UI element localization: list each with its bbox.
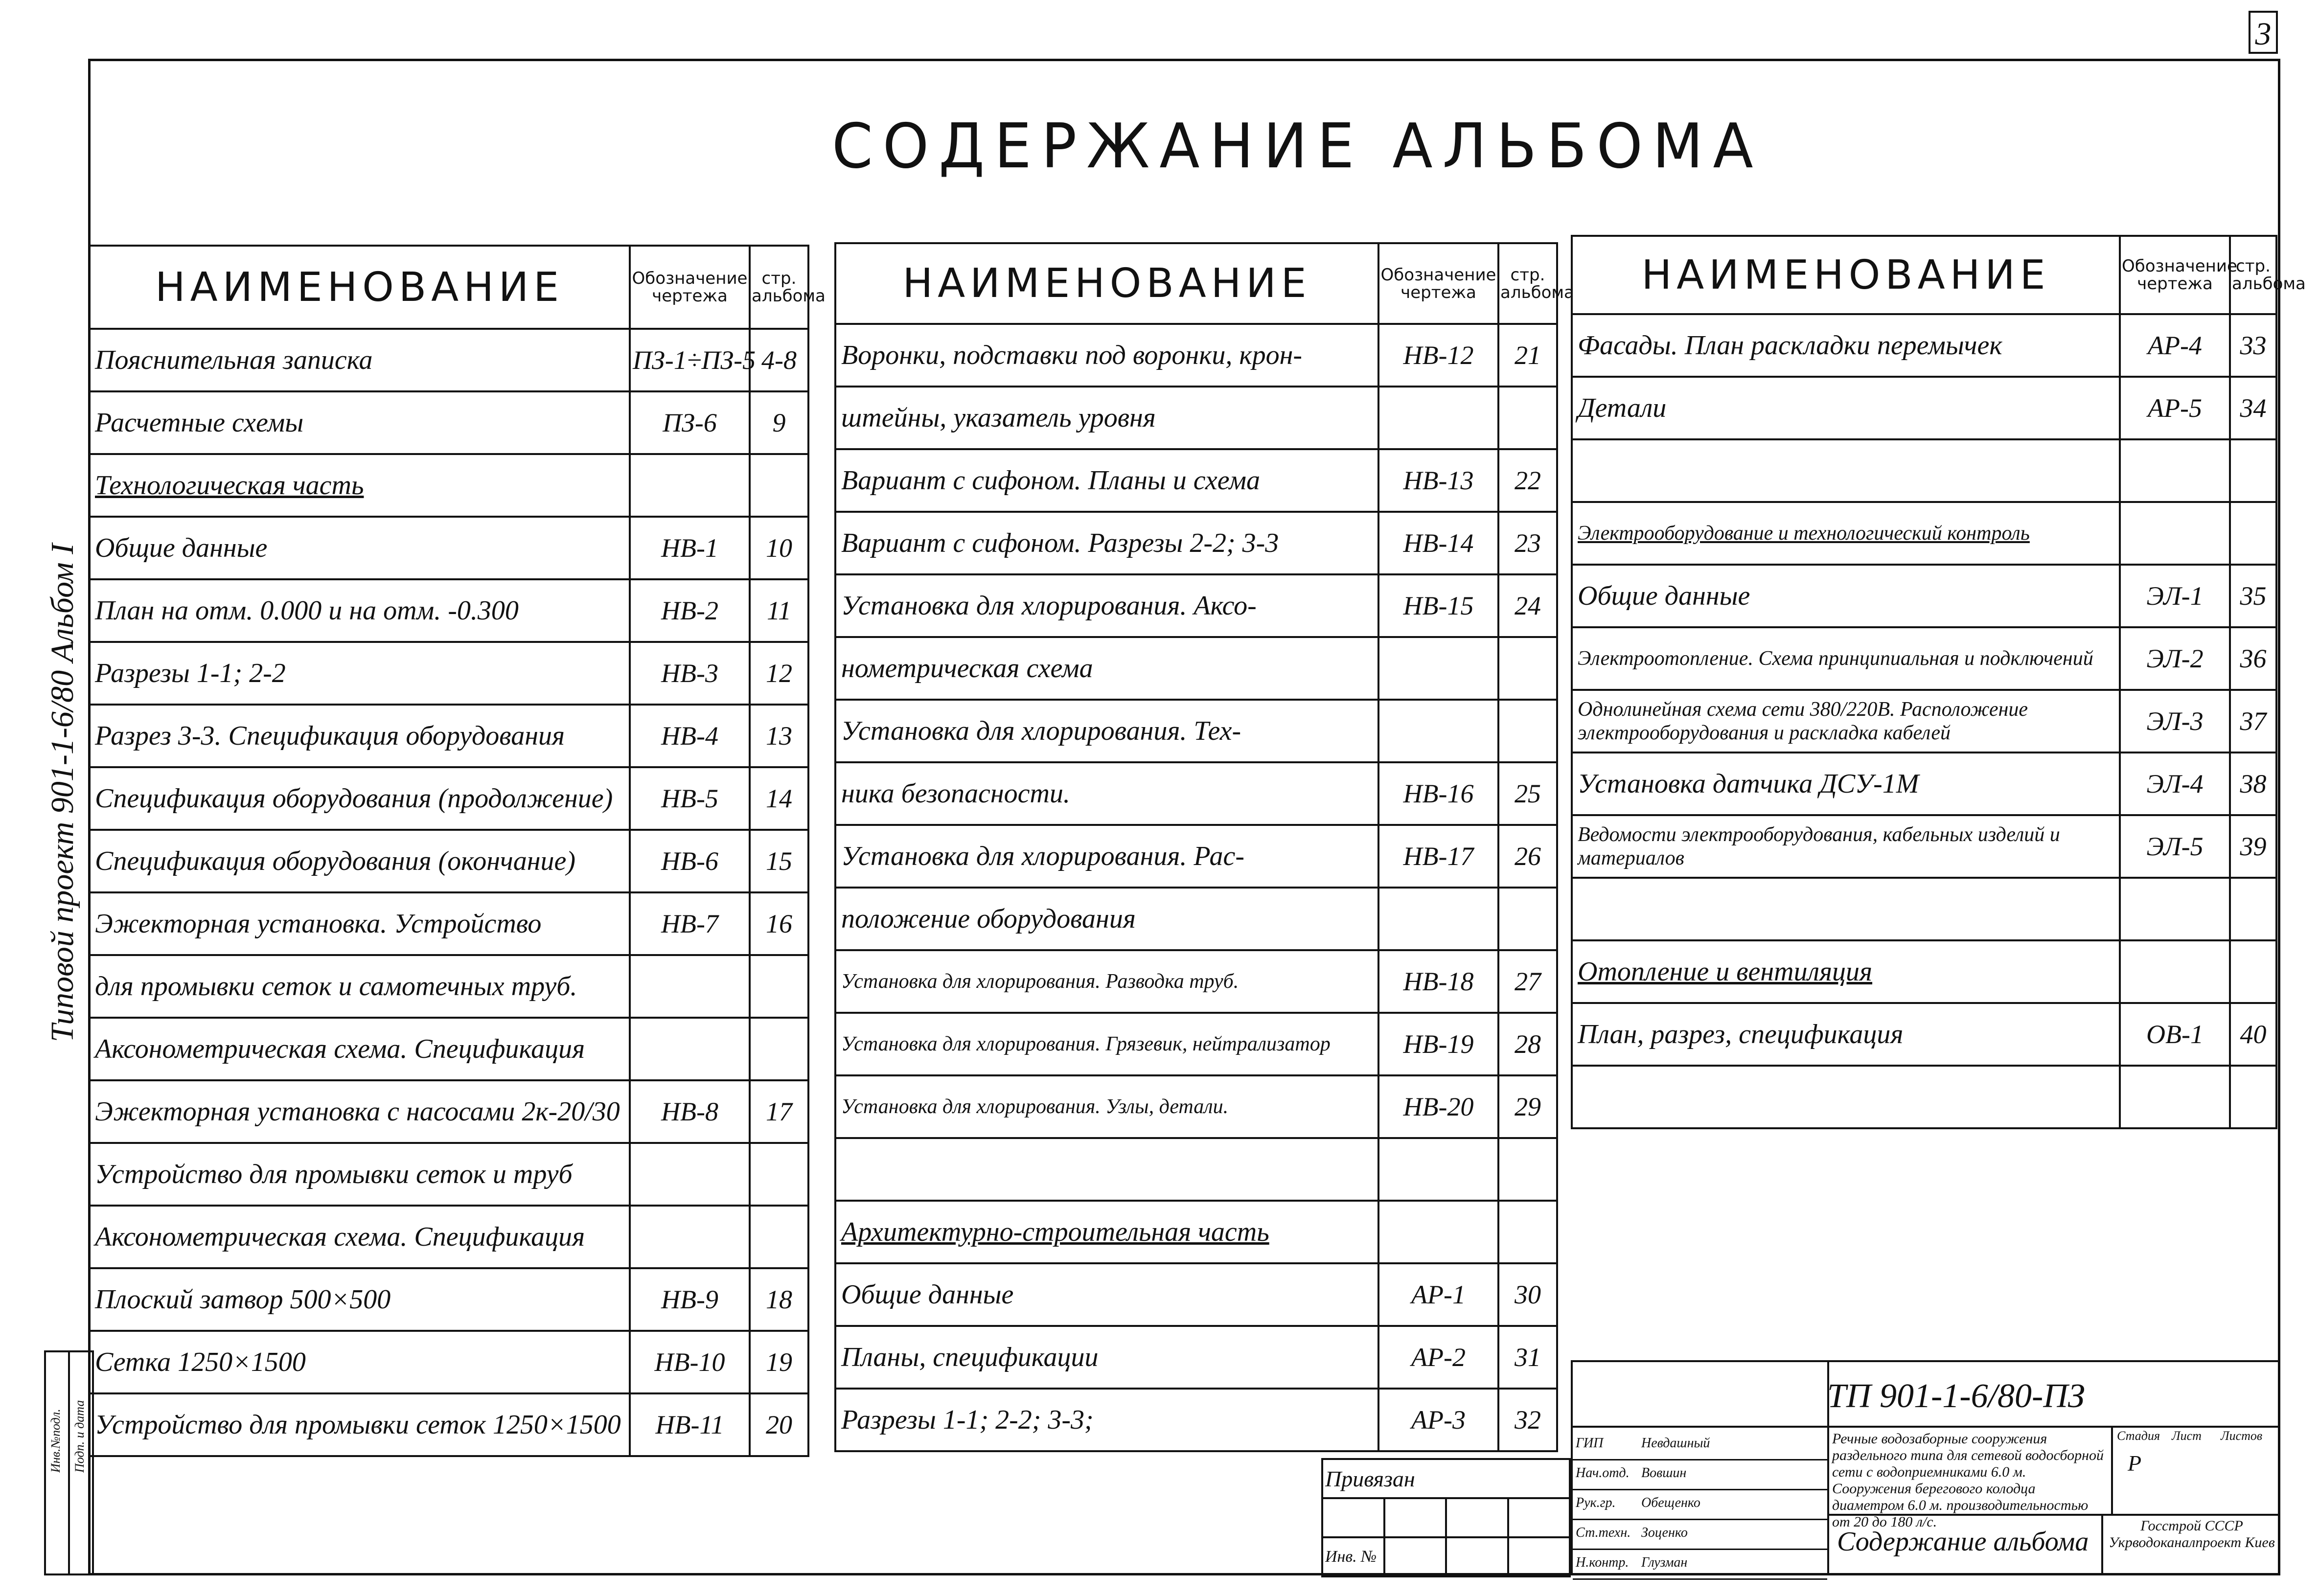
row-designation: НВ-13: [1378, 449, 1498, 512]
row-name: ника безопасности.: [835, 762, 1378, 825]
signature-role: Нач.отд.: [1576, 1465, 1630, 1481]
header-name: НАИМЕНОВАНИЕ: [1572, 236, 2120, 314]
row-name: Плоский затвор 500×500: [89, 1268, 630, 1331]
row-designation: НВ-17: [1378, 825, 1498, 888]
signature-name: Невдашный: [1641, 1436, 1710, 1451]
section-heading: Технологическая часть: [89, 454, 630, 517]
row-name: Воронки, подставки под воронки, крон-: [835, 324, 1378, 387]
row-designation: [2120, 878, 2230, 940]
row-name: Общие данные: [835, 1263, 1378, 1326]
contents-table-2: [834, 242, 1574, 1452]
row-designation: [2120, 940, 2230, 1003]
signature-role: ГИП: [1576, 1436, 1604, 1451]
inv-label: Инв. №: [1322, 1537, 1384, 1576]
row-name: Разрез 3-3. Спецификация оборудования: [89, 705, 630, 767]
row-designation: НВ-20: [1378, 1075, 1498, 1138]
table-row: [1572, 940, 2276, 1003]
header-page: стр. альбома: [1498, 243, 1557, 324]
row-page: 38: [2230, 752, 2276, 815]
row-name: Устройство для промывки сеток и труб: [89, 1143, 630, 1206]
row-designation: АР-2: [1378, 1326, 1498, 1389]
sheet-number: 3: [2249, 11, 2278, 54]
row-page: [1498, 1201, 1557, 1263]
row-page: 13: [750, 705, 808, 767]
row-designation: АР-1: [1378, 1263, 1498, 1326]
row-page: 22: [1498, 449, 1557, 512]
row-designation: НВ-7: [630, 892, 750, 955]
row-designation: [630, 1018, 750, 1080]
row-page: 24: [1498, 574, 1557, 637]
row-name: Общие данные: [1572, 565, 2120, 627]
row-name: Сетка 1250×1500: [89, 1331, 630, 1393]
row-name: Установка для хлорирования. Тех-: [835, 700, 1378, 762]
row-page: 30: [1498, 1263, 1557, 1326]
row-name: Ведомости электрооборудования, кабельных изделий и материалов: [1572, 815, 2120, 878]
table-row: [1572, 752, 2276, 815]
table-row: [835, 324, 1557, 387]
row-name: Спецификация оборудования (окончание): [89, 830, 630, 892]
row-page: [750, 1018, 808, 1080]
row-designation: [1378, 700, 1498, 762]
contents-table-1: [88, 245, 826, 1457]
row-page: 27: [1498, 950, 1557, 1013]
table-row: [89, 1268, 808, 1331]
header-designation: Обозначение чертежа: [2120, 236, 2230, 314]
signature-name: Обещенко: [1641, 1495, 1700, 1510]
table-row: [1572, 627, 2276, 690]
header-page: стр. альбома: [750, 246, 808, 329]
row-name: Однолинейная схема сети 380/220В. Расположение электрооборудования и раскладка кабелей: [1572, 690, 2120, 752]
header-name: НАИМЕНОВАНИЕ: [89, 246, 630, 329]
row-designation: НВ-5: [630, 767, 750, 830]
table-row: [835, 1389, 1557, 1451]
row-name: Разрезы 1-1; 2-2: [89, 642, 630, 705]
sheet-label: Лист: [2172, 1429, 2202, 1443]
section-heading: Электрооборудование и технологический контроль: [1572, 502, 2120, 565]
table-row: [89, 642, 808, 705]
table-row: [1572, 815, 2276, 878]
signature-role: Н.контр.: [1576, 1555, 1629, 1570]
row-designation: АР-5: [2120, 377, 2230, 439]
row-name: План на отм. 0.000 и на отм. -0.300: [89, 579, 630, 642]
table-row: [835, 1013, 1557, 1075]
row-designation: [1378, 1201, 1498, 1263]
table-row: [835, 1138, 1557, 1201]
row-page: [750, 955, 808, 1018]
row-designation: ПЗ-6: [630, 391, 750, 454]
table-row: [89, 391, 808, 454]
stage-value: Р: [2128, 1451, 2142, 1476]
row-designation: НВ-14: [1378, 512, 1498, 574]
row-name: для промывки сеток и самотечных труб.: [89, 955, 630, 1018]
row-designation: [1378, 387, 1498, 449]
table-row: [835, 825, 1557, 888]
signature-row: [1573, 1520, 1827, 1550]
table-row: [835, 1075, 1557, 1138]
row-designation: НВ-10: [630, 1331, 750, 1393]
sidebar-text: Типовой проект 901-1-6/80 Альбом I: [45, 543, 80, 1042]
table-row: [835, 1326, 1557, 1389]
row-page: 37: [2230, 690, 2276, 752]
row-designation: [630, 955, 750, 1018]
row-name: Эжекторная установка. Устройство: [89, 892, 630, 955]
row-page: 28: [1498, 1013, 1557, 1075]
row-page: 20: [750, 1393, 808, 1456]
row-page: [1498, 888, 1557, 950]
row-page: [1498, 637, 1557, 700]
table-row: [835, 950, 1557, 1013]
table-row: [89, 454, 808, 517]
row-designation: ЭЛ-2: [2120, 627, 2230, 690]
row-page: [1498, 1138, 1557, 1201]
stage-label: Стадия: [2117, 1429, 2160, 1443]
table-row: [89, 1206, 808, 1268]
row-name: Устройство для промывки сеток 1250×1500: [89, 1393, 630, 1456]
table-row: [89, 955, 808, 1018]
page-title: СОДЕРЖАНИЕ АЛЬБОМА: [832, 111, 1763, 182]
table-row: [89, 705, 808, 767]
row-name: Планы, спецификации: [835, 1326, 1378, 1389]
row-page: 14: [750, 767, 808, 830]
table-row: [1572, 1066, 2276, 1128]
table-row: [835, 449, 1557, 512]
row-name: Установка датчика ДСУ-1М: [1572, 752, 2120, 815]
row-page: 12: [750, 642, 808, 705]
row-name: [835, 1138, 1378, 1201]
row-name: Разрезы 1-1; 2-2; 3-3;: [835, 1389, 1378, 1451]
table-row: [835, 574, 1557, 637]
header-designation: Обозначение чертежа: [630, 246, 750, 329]
row-page: [1498, 700, 1557, 762]
title-block-rule-2: [1827, 1514, 2278, 1516]
project-description: Речные водозаборные сооружения раздельного типа для сетевой водосборной сети с водоприемниками 6.0 м. Сооружения берегового колодца диаметром 6.0 м. производительностью от 20 до 180 л/с.: [1832, 1431, 2104, 1530]
row-designation: НВ-6: [630, 830, 750, 892]
row-name: нометрическая схема: [835, 637, 1378, 700]
row-name: Установка для хлорирования. Грязевик, нейтрализатор: [835, 1013, 1378, 1075]
section-heading: Отопление и вентиляция: [1572, 940, 2120, 1003]
row-page: 39: [2230, 815, 2276, 878]
row-name: Эжекторная установка с насосами 2к-20/30: [89, 1080, 630, 1143]
title-block: [1571, 1360, 2280, 1575]
row-page: [2230, 878, 2276, 940]
row-page: [2230, 1066, 2276, 1128]
row-name: штейны, указатель уровня: [835, 387, 1378, 449]
row-designation: [2120, 1066, 2230, 1128]
table-row: [89, 1018, 808, 1080]
organization: Госстрой СССР Укрводоканалпроект Киев: [2109, 1518, 2275, 1550]
row-designation: НВ-8: [630, 1080, 750, 1143]
row-page: [2230, 940, 2276, 1003]
title-block-divider: [2101, 1514, 2103, 1573]
row-designation: [1378, 637, 1498, 700]
table-row: [89, 830, 808, 892]
row-designation: НВ-9: [630, 1268, 750, 1331]
row-designation: [630, 454, 750, 517]
row-designation: ОВ-1: [2120, 1003, 2230, 1066]
table-row: [1572, 878, 2276, 940]
row-page: 15: [750, 830, 808, 892]
table-row: [835, 888, 1557, 950]
binding-label: Привязан: [1322, 1459, 1570, 1498]
row-designation: [630, 1206, 750, 1268]
row-designation: ЭЛ-3: [2120, 690, 2230, 752]
sheet-name: Содержание альбома: [1837, 1527, 2089, 1557]
section-heading: Архитектурно-строительная часть: [835, 1201, 1378, 1263]
row-designation: ЭЛ-5: [2120, 815, 2230, 878]
header-page: стр. альбома: [2230, 236, 2276, 314]
row-designation: ПЗ-1÷ПЗ-5: [630, 329, 750, 391]
row-page: 33: [2230, 314, 2276, 377]
row-page: 9: [750, 391, 808, 454]
row-name: Установка для хлорирования. Разводка труб.: [835, 950, 1378, 1013]
signature-name: Глузман: [1641, 1555, 1688, 1570]
row-designation: НВ-4: [630, 705, 750, 767]
stage-area: [2111, 1426, 2280, 1514]
row-page: 25: [1498, 762, 1557, 825]
table-row: [1572, 314, 2276, 377]
row-page: 17: [750, 1080, 808, 1143]
signature-role: Рук.гр.: [1576, 1495, 1616, 1510]
row-designation: [2120, 439, 2230, 502]
row-name: Вариант с сифоном. Разрезы 2-2; 3-3: [835, 512, 1378, 574]
signature-role: Ст.техн.: [1576, 1525, 1631, 1540]
row-name: Установка для хлорирования. Узлы, детали.: [835, 1075, 1378, 1138]
table-row: [835, 700, 1557, 762]
row-page: 21: [1498, 324, 1557, 387]
row-designation: [1378, 888, 1498, 950]
row-designation: ЭЛ-4: [2120, 752, 2230, 815]
row-name: Электроотопление. Схема принципиальная и подключений: [1572, 627, 2120, 690]
stamp-inv-label: Инв.№подл.: [48, 1409, 63, 1473]
row-designation: НВ-12: [1378, 324, 1498, 387]
table-row: [835, 637, 1557, 700]
row-designation: НВ-19: [1378, 1013, 1498, 1075]
table-row: [835, 762, 1557, 825]
table-row: [1572, 690, 2276, 752]
stamp-sign-label: Подп. и дата: [72, 1400, 87, 1473]
row-name: Аксонометрическая схема. Спецификация: [89, 1018, 630, 1080]
row-designation: НВ-11: [630, 1393, 750, 1456]
row-designation: [630, 1143, 750, 1206]
table-row: [89, 579, 808, 642]
row-page: [1498, 387, 1557, 449]
row-page: 31: [1498, 1326, 1557, 1389]
signature-row: [1573, 1550, 1827, 1580]
table-row: [1572, 377, 2276, 439]
row-designation: НВ-3: [630, 642, 750, 705]
table-row: [89, 517, 808, 579]
table-row: [89, 767, 808, 830]
table-row: [1572, 1003, 2276, 1066]
table-row: [1572, 502, 2276, 565]
row-name: Детали: [1572, 377, 2120, 439]
signature-name: Зоценко: [1641, 1525, 1688, 1540]
row-designation: [2120, 502, 2230, 565]
row-name: Установка для хлорирования. Аксо-: [835, 574, 1378, 637]
table-row: [835, 387, 1557, 449]
row-page: 11: [750, 579, 808, 642]
row-designation: АР-3: [1378, 1389, 1498, 1451]
table-row: [89, 892, 808, 955]
table-row: [1572, 439, 2276, 502]
header-designation: Обозначение чертежа: [1378, 243, 1498, 324]
row-name: [1572, 1066, 2120, 1128]
row-page: [750, 1143, 808, 1206]
row-designation: НВ-2: [630, 579, 750, 642]
row-name: Спецификация оборудования (продолжение): [89, 767, 630, 830]
row-designation: АР-4: [2120, 314, 2230, 377]
row-name: Установка для хлорирования. Рас-: [835, 825, 1378, 888]
row-page: 26: [1498, 825, 1557, 888]
row-page: 40: [2230, 1003, 2276, 1066]
signature-row: [1573, 1431, 1827, 1460]
row-page: 4-8: [750, 329, 808, 391]
row-page: 18: [750, 1268, 808, 1331]
contents-table-3: [1571, 235, 2306, 1129]
row-designation: НВ-1: [630, 517, 750, 579]
drawing-code: ТП 901-1-6/80-ПЗ: [1827, 1377, 2085, 1415]
roles-list: [1573, 1431, 1827, 1580]
row-page: [750, 454, 808, 517]
row-name: Общие данные: [89, 517, 630, 579]
row-page: 10: [750, 517, 808, 579]
table-row: [89, 1080, 808, 1143]
table-row: [89, 1393, 808, 1456]
row-page: 23: [1498, 512, 1557, 574]
header-name: НАИМЕНОВАНИЕ: [835, 243, 1378, 324]
row-name: Пояснительная записка: [89, 329, 630, 391]
table-row: [89, 329, 808, 391]
table-row: [835, 1263, 1557, 1326]
row-page: 19: [750, 1331, 808, 1393]
row-name: [1572, 439, 2120, 502]
row-page: [750, 1206, 808, 1268]
row-page: 16: [750, 892, 808, 955]
signature-name: Вовшин: [1641, 1465, 1687, 1481]
row-page: 36: [2230, 627, 2276, 690]
table-row: [835, 1201, 1557, 1263]
row-name: [1572, 878, 2120, 940]
binding-block: [1321, 1458, 1571, 1577]
row-name: Расчетные схемы: [89, 391, 630, 454]
row-designation: НВ-15: [1378, 574, 1498, 637]
table-row: [89, 1331, 808, 1393]
row-name: Аксонометрическая схема. Спецификация: [89, 1206, 630, 1268]
row-name: Фасады. План раскладки перемычек: [1572, 314, 2120, 377]
row-page: [2230, 502, 2276, 565]
signature-row: [1573, 1460, 1827, 1490]
sheets-label: Листов: [2221, 1429, 2263, 1443]
row-name: Вариант с сифоном. Планы и схема: [835, 449, 1378, 512]
row-name: положение оборудования: [835, 888, 1378, 950]
row-designation: НВ-18: [1378, 950, 1498, 1013]
left-stamp: [44, 1350, 94, 1575]
row-page: [2230, 439, 2276, 502]
table-row: [89, 1143, 808, 1206]
row-page: 35: [2230, 565, 2276, 627]
row-designation: НВ-16: [1378, 762, 1498, 825]
row-page: 29: [1498, 1075, 1557, 1138]
row-page: 32: [1498, 1389, 1557, 1451]
table-row: [835, 512, 1557, 574]
row-designation: [1378, 1138, 1498, 1201]
row-name: План, разрез, спецификация: [1572, 1003, 2120, 1066]
table-row: [1572, 565, 2276, 627]
row-page: 34: [2230, 377, 2276, 439]
row-designation: ЭЛ-1: [2120, 565, 2230, 627]
signature-row: [1573, 1490, 1827, 1520]
